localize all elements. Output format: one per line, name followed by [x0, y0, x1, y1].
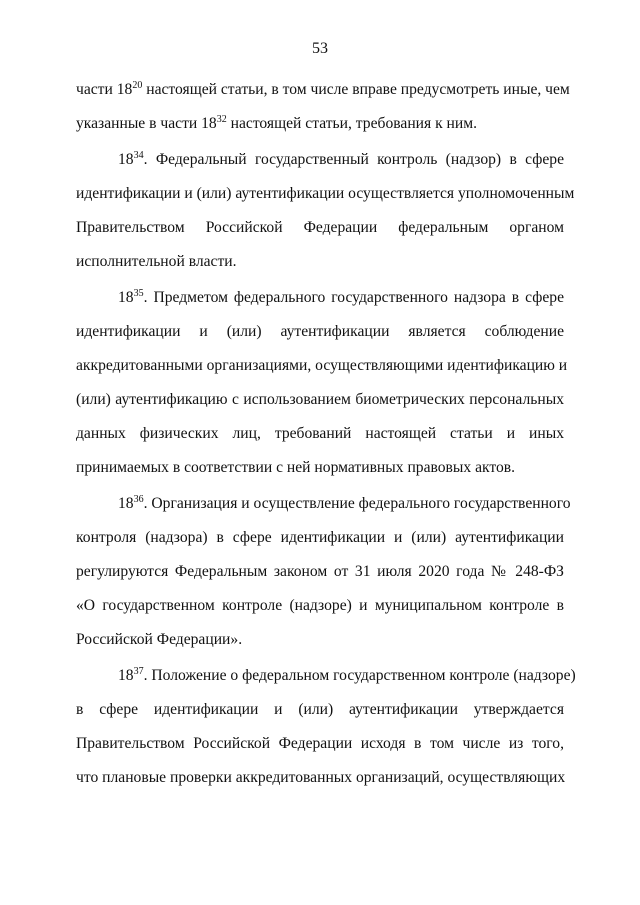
- text-line: Правительством Российской Федерации федеральным органом: [76, 219, 564, 236]
- text-line: регулируются Федеральным законом от 31 июля 2020 года № 248-ФЗ: [76, 563, 564, 580]
- text-line: идентификации и (или) аутентификации осуществляется уполномоченным: [76, 185, 575, 202]
- superscript: 37: [133, 666, 144, 677]
- text-line: (или) аутентификацию с использованием биометрических персональных: [76, 391, 564, 408]
- text-line: исполнительной власти.: [76, 253, 237, 270]
- superscript: 36: [133, 494, 144, 505]
- text-line: Правительством Российской Федерации исходя в том числе из того,: [76, 735, 564, 752]
- paragraph-18-37-line: $18^{37}$. Положение о федеральном государственном контроле (надзоре): [118, 666, 576, 684]
- text-line: Российской Федерации».: [76, 631, 243, 648]
- superscript: 35: [133, 288, 144, 299]
- superscript: 32: [216, 114, 227, 125]
- paragraph-18-34-line: $18^{34}$. Федеральный государственный контроль (надзор) в сфере: [118, 150, 564, 168]
- superscript: 34: [133, 150, 144, 161]
- text-line: данных физических лиц, требований настоящей статьи и иных: [76, 425, 564, 442]
- text-line: что плановые проверки аккредитованных организаций, осуществляющих: [76, 769, 566, 786]
- paragraph-18-36-line: $18^{36}$. Организация и осуществление федерального государственного: [118, 494, 571, 512]
- text-line: принимаемых в соответствии с ней нормативных правовых актов.: [76, 459, 516, 476]
- page-number: 53: [312, 40, 328, 57]
- superscript: 20: [132, 80, 143, 91]
- text-line: в сфере идентификации и (или) аутентификации утверждается: [76, 701, 564, 718]
- text-line: контроля (надзора) в сфере идентификации и (или) аутентификации: [76, 529, 564, 546]
- text-line: указанные в части $18^{32}$ настоящей статьи, требования к ним.: [76, 114, 478, 132]
- text-line: части $18^{20}$ настоящей статьи, в том числе вправе предусмотреть иные, чем: [76, 80, 570, 98]
- paragraph-18-35-line: $18^{35}$. Предметом федерального государственного надзора в сфере: [118, 288, 564, 306]
- text-line: аккредитованными организациями, осуществляющими идентификацию и: [76, 357, 568, 374]
- text-line: идентификации и (или) аутентификации является соблюдение: [76, 323, 564, 340]
- text-line: «О государственном контроле (надзоре) и муниципальном контроле в: [76, 597, 564, 614]
